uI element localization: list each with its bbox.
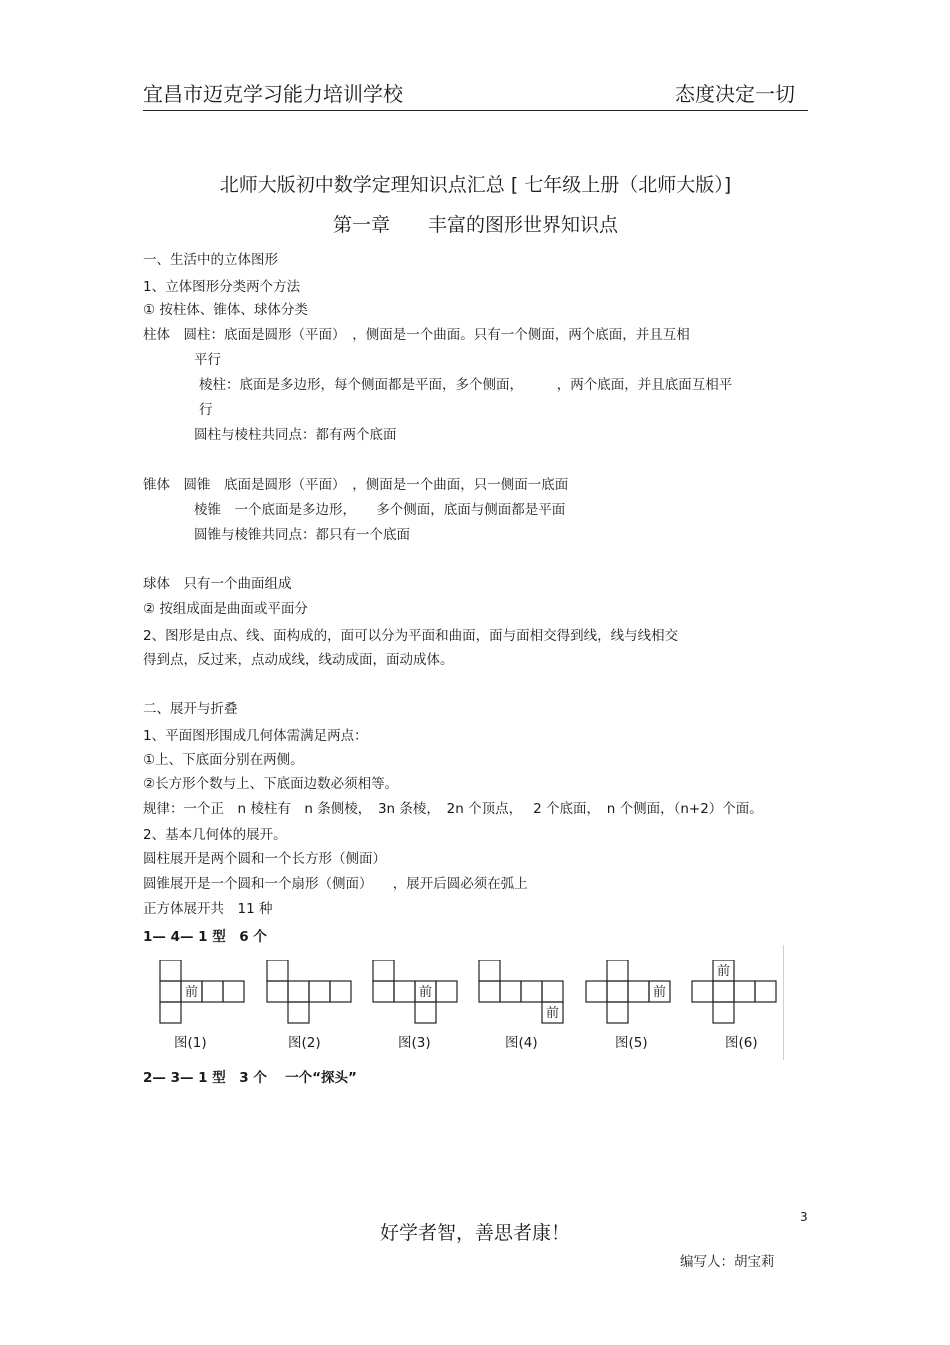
- header-rule: [143, 110, 808, 111]
- text-line: 平行: [194, 352, 221, 368]
- figure-caption: 图(2): [288, 1035, 321, 1051]
- section-heading: 二、展开与折叠: [143, 701, 238, 717]
- front-label: 前: [545, 1006, 560, 1021]
- text-line: 棱柱：底面是多边形，每个侧面都是平面，多个侧面， ，两个底面，并且底面互相平: [199, 377, 733, 393]
- net-type-heading: 1— 4— 1 型 6 个: [143, 929, 267, 945]
- text-line: 圆锥与棱锥共同点：都只有一个底面: [194, 527, 410, 543]
- author-credit: 编写人：胡宝莉: [680, 1254, 775, 1270]
- text-line: 正方体展开共 11 种: [143, 901, 273, 917]
- text-line: 圆锥展开是一个圆和一个扇形（侧面） ，展开后圆必须在弧上: [143, 876, 528, 892]
- text-line: 柱体 圆柱：底面是圆形（平面） ，侧面是一个曲面。只有一个侧面，两个底面，并且互相: [143, 327, 690, 343]
- header-motto: 态度决定一切: [675, 82, 795, 106]
- text-line: 2、图形是由点、线、面构成的，面可以分为平面和曲面，面与面相交得到线，线与线相交: [143, 628, 679, 644]
- page-number: 3: [800, 1210, 808, 1224]
- text-line: ① 按柱体、锥体、球体分类: [143, 302, 308, 318]
- text-line: 1、平面图形围成几何体需满足两点：: [143, 728, 368, 744]
- text-line: 圆柱展开是两个圆和一个长方形（侧面）: [143, 851, 386, 867]
- front-label: 前: [652, 985, 667, 1000]
- footer-motto: 好学者智，善思者康！: [379, 1222, 570, 1244]
- header-school: 宜昌市迈克学习能力培训学校: [143, 82, 403, 106]
- text-line: 规律：一个正 n 棱柱有 n 条侧棱， 3n 条棱， 2n 个顶点， 2 个底面， n 个侧面，（n+2）个面。: [143, 801, 763, 817]
- document-title: 北师大版初中数学定理知识点汇总 [ 七年级上册（北师大版）]: [219, 174, 732, 196]
- text-line: ② 按组成面是曲面或平面分: [143, 601, 308, 617]
- front-label: 前: [716, 964, 731, 979]
- figure-caption: 图(6): [725, 1035, 758, 1051]
- front-label: 前: [184, 985, 199, 1000]
- section-heading: 一、生活中的立体图形: [143, 252, 278, 268]
- text-line: 棱锥 一个底面是多边形， 多个侧面，底面与侧面都是平面: [194, 502, 566, 518]
- cube-nets-figure: [150, 960, 790, 1060]
- figure-caption: 图(3): [398, 1035, 431, 1051]
- figure-caption: 图(1): [174, 1035, 207, 1051]
- text-line: ②长方形个数与上、下底面边数必须相等。: [143, 776, 399, 792]
- text-line: 圆柱与棱柱共同点：都有两个底面: [194, 427, 397, 443]
- cube-net-2: [267, 960, 351, 1023]
- front-label: 前: [418, 985, 433, 1000]
- text-line: 行: [199, 402, 213, 418]
- text-line: 得到点，反过来，点动成线，线动成面，面动成体。: [143, 652, 454, 668]
- figure-caption: 图(5): [615, 1035, 648, 1051]
- cube-net-1: [160, 960, 244, 1023]
- text-line: 1、立体图形分类两个方法: [143, 279, 301, 295]
- net-type-heading: 2— 3— 1 型 3 个 一个“探头”: [143, 1070, 357, 1086]
- text-line: 球体 只有一个曲面组成: [143, 576, 292, 592]
- text-line: 2、基本几何体的展开。: [143, 827, 287, 843]
- text-line: 锥体 圆锥 底面是圆形（平面） ，侧面是一个曲面，只一侧面一底面: [143, 477, 569, 493]
- chapter-title: 第一章 丰富的图形世界知识点: [332, 214, 618, 236]
- cube-net-3: [373, 960, 457, 1023]
- text-line: ①上、下底面分别在两侧。: [143, 752, 304, 768]
- figure-caption: 图(4): [505, 1035, 538, 1051]
- cube-net-6: [692, 960, 776, 1023]
